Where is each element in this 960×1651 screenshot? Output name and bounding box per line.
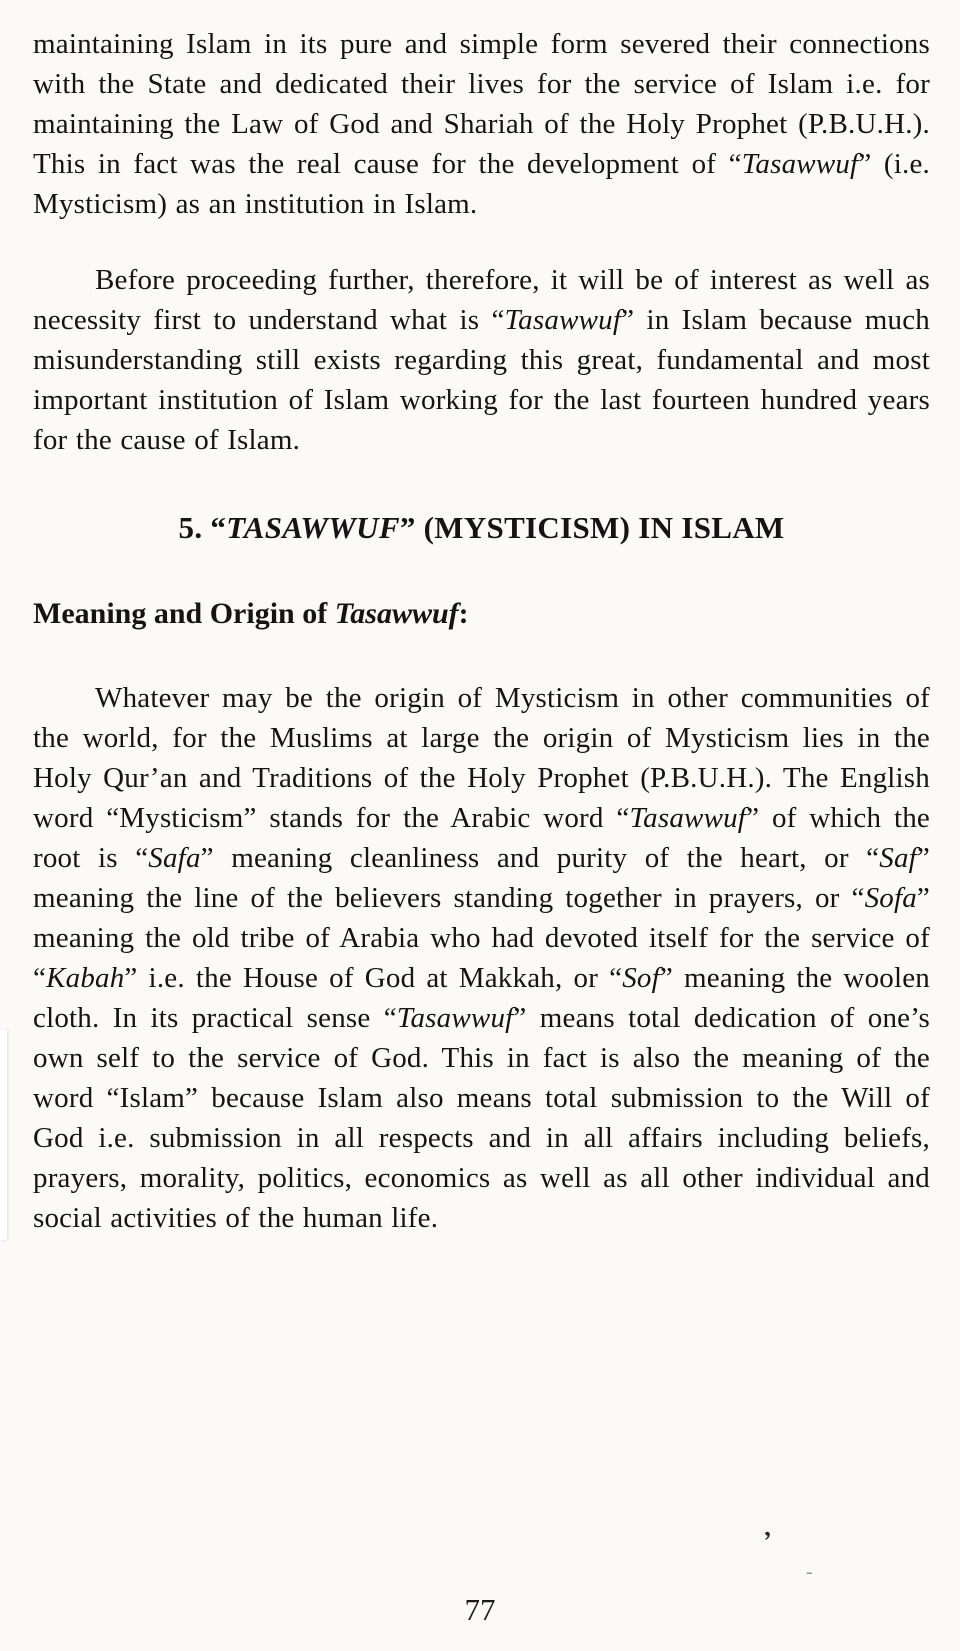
text-segment: Tasawwuf <box>741 148 859 180</box>
text-segment: ” meaning the line of the believers standing together in prayers, or “ <box>33 842 930 914</box>
text-segment: Tasawwuf <box>629 802 747 834</box>
paragraph-continuation <box>33 24 930 224</box>
section-heading <box>33 508 930 548</box>
text-segment: TASAWWUF <box>226 510 400 545</box>
text-segment: ” meaning the old tribe of Arabia who had devoted itself for the service of “ <box>33 882 930 994</box>
sub-heading <box>33 594 930 634</box>
text-segment: ” of which the root is “ <box>33 802 930 874</box>
text-segment: Tasawwuf <box>396 1002 514 1034</box>
paragraph-meaning-origin <box>33 678 930 1238</box>
text-segment: maintaining Islam in its pure and simple form severed their connections with the State and dedicated their lives for the service of Islam i.e. for maintaining the Law of God and Shariah of the Holy Prophet (P.B.U.H.). This in fact was the real cause for the development of “ <box>33 28 930 180</box>
text-segment: Tasawwuf <box>504 304 622 336</box>
text-segment: Whatever may be the origin of Mysticism in other communities of the world, for the Muslims at large the origin of Mysticism lies in the Holy Qur’an and Traditions of the Holy Prophet (P.B.U.H.). The English word “Mysticism” stands for the Arabic word “ <box>33 682 930 834</box>
text-segment: 5. “ <box>178 510 227 545</box>
text-segment: ” meaning cleanliness and purity of the heart, or “ <box>200 842 880 874</box>
text-segment: ” (i.e. Mysticism) as an institution in Islam. <box>33 148 931 220</box>
text-segment: Tasawwuf <box>334 597 459 630</box>
text-segment: ” meaning the woolen cloth. In its practical sense “ <box>33 962 931 1034</box>
page-number: 77 <box>464 1592 496 1627</box>
text-segment: : <box>458 597 469 630</box>
scan-ink-speck: - <box>806 1561 813 1583</box>
text-segment: ” i.e. the House of God at Makkah, or “ <box>124 962 623 994</box>
paragraph-before-proceeding <box>33 260 930 460</box>
text-segment: Safa <box>148 842 201 874</box>
text-segment: Meaning and Origin of <box>33 597 335 630</box>
text-segment: ” in Islam because much misunderstanding still exists regarding this great, fundamental and most important institution of Islam working for the last fourteen hundred years for the cause of Islam. <box>33 304 930 456</box>
text-segment: Sof <box>622 962 660 994</box>
text-segment: Kabah <box>46 962 125 994</box>
scan-ink-speck: ’ <box>761 1525 775 1556</box>
text-segment: ” means total dedication of one’s own self to the service of God. This in fact is also the meaning of the word “Islam” because Islam also means total submission to the Will of God i.e. submission in all respects and in all affairs including beliefs, prayers, morality, politics, economics as well as all other individual and social activities of the human life. <box>33 1002 930 1234</box>
text-segment: Before proceeding further, therefore, it will be of interest as well as necessity first to understand what is “ <box>33 264 930 336</box>
text-segment: Saf <box>879 842 917 874</box>
text-segment: ” (MYSTICISM) IN ISLAM <box>399 510 785 545</box>
text-segment: Sofa <box>864 882 917 914</box>
scan-edge-artifact <box>0 1030 7 1240</box>
